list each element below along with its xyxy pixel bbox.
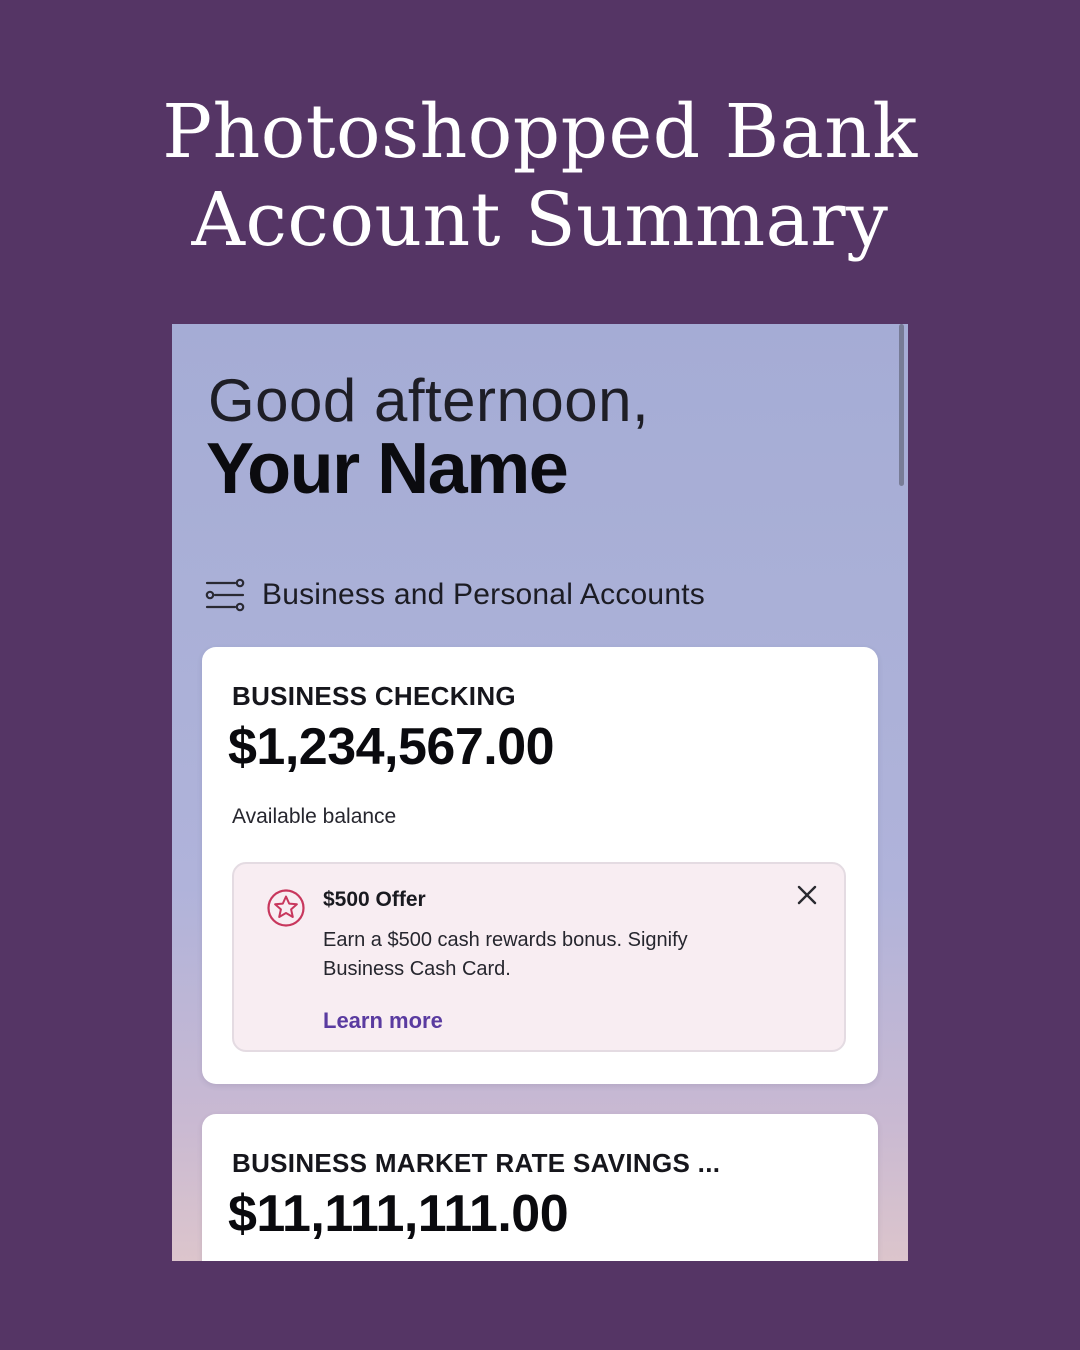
account-card-business-savings[interactable] <box>202 1114 878 1261</box>
account-balance: $1,234,567.00 <box>228 718 555 776</box>
offer-title: $500 Offer <box>323 888 426 911</box>
account-name: BUSINESS MARKET RATE SAVINGS ... <box>232 1148 721 1178</box>
close-icon[interactable] <box>794 882 820 908</box>
star-badge-icon <box>266 888 306 928</box>
post-title <box>0 88 1080 264</box>
account-name: BUSINESS CHECKING <box>232 681 516 711</box>
accounts-filter-label: Business and Personal Accounts <box>262 578 705 611</box>
offer-description: Earn a $500 cash rewards bonus. Signify Business Cash Card. <box>323 929 688 980</box>
bank-app-screenshot <box>172 324 908 1261</box>
scroll-indicator[interactable] <box>899 324 904 486</box>
filter-sliders-icon <box>204 577 246 613</box>
accounts-filter-button[interactable] <box>204 574 705 616</box>
balance-caption: Available balance <box>232 805 397 828</box>
greeting-text: Good afternoon, <box>208 367 650 434</box>
account-balance: $11,111,111.00 <box>228 1185 569 1243</box>
offer-banner <box>232 862 846 1052</box>
learn-more-link[interactable]: Learn more <box>323 1008 443 1033</box>
post-title-line-1: Photoshopped Bank <box>162 89 918 175</box>
account-card-business-checking[interactable] <box>202 647 878 1084</box>
post-title-line-2: Account Summary <box>191 177 889 263</box>
user-name: Your Name <box>206 429 568 509</box>
